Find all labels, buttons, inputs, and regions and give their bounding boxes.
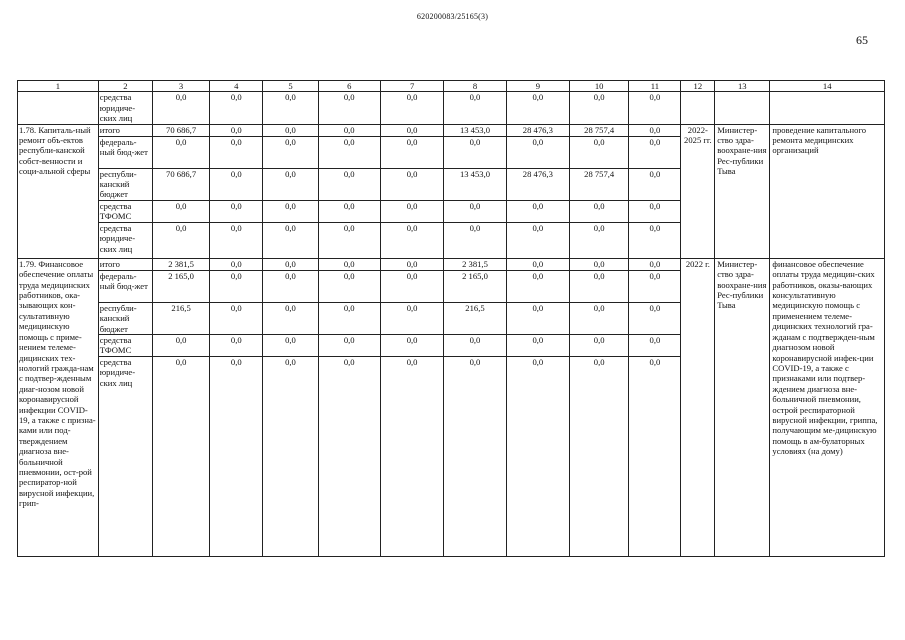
value-cell: 0,0 [152,357,209,557]
column-header: 1 [18,81,99,92]
column-header: 8 [444,81,506,92]
period-cell: 2022-2025 гг. [681,124,715,258]
value-cell: 0,0 [629,335,681,357]
value-cell: 0,0 [444,335,506,357]
value-cell: 0,0 [318,200,380,222]
value-cell: 13 453,0 [444,124,506,136]
value-cell: 0,0 [318,357,380,557]
column-header: 2 [98,81,152,92]
funding-source: средства ТФОМС [98,200,152,222]
value-cell: 2 165,0 [152,270,209,302]
funding-source: средства ТФОМС [98,335,152,357]
column-header: 5 [263,81,318,92]
value-cell: 0,0 [506,92,569,124]
value-cell: 0,0 [318,302,380,334]
value-cell: 0,0 [210,136,263,168]
value-cell: 0,0 [444,200,506,222]
funding-source: итого [98,258,152,270]
value-cell: 0,0 [629,92,681,124]
value-cell: 2 165,0 [444,270,506,302]
column-header: 14 [770,81,885,92]
column-header: 13 [715,81,770,92]
value-cell: 0,0 [570,92,629,124]
value-cell: 70 686,7 [152,168,209,200]
value-cell: 0,0 [380,357,443,557]
value-cell: 0,0 [318,335,380,357]
column-header: 6 [318,81,380,92]
value-cell: 0,0 [263,124,318,136]
value-cell: 0,0 [506,222,569,258]
result-cell: проведение капитального ремонта медицинских организаций [770,124,885,258]
value-cell: 0,0 [629,200,681,222]
value-cell: 0,0 [506,258,569,270]
value-cell: 0,0 [629,302,681,334]
value-cell: 0,0 [506,335,569,357]
column-header: 10 [570,81,629,92]
value-cell: 0,0 [380,302,443,334]
executor-cell: Министер-ство здра-воохране-ния Рес-публики Тыва [715,124,770,258]
empty-cell [18,92,99,124]
value-cell: 0,0 [318,258,380,270]
value-cell: 0,0 [152,92,209,124]
value-cell: 0,0 [210,357,263,557]
value-cell: 0,0 [263,200,318,222]
value-cell: 0,0 [444,357,506,557]
value-cell: 0,0 [380,200,443,222]
value-cell: 0,0 [210,222,263,258]
value-cell: 0,0 [506,270,569,302]
value-cell: 28 757,4 [570,168,629,200]
table-row [18,92,885,124]
page-number: 65 [856,33,868,47]
column-header: 12 [681,81,715,92]
value-cell: 0,0 [380,258,443,270]
value-cell: 0,0 [263,357,318,557]
value-cell: 0,0 [263,258,318,270]
value-cell: 0,0 [152,136,209,168]
value-cell: 0,0 [444,222,506,258]
value-cell: 0,0 [629,357,681,557]
executor-cell: Министер-ство здра-воохране-ния Рес-публики Тыва [715,258,770,556]
value-cell: 0,0 [629,124,681,136]
period-cell: 2022 г. [681,258,715,556]
value-cell: 0,0 [210,270,263,302]
value-cell: 0,0 [570,222,629,258]
value-cell: 2 381,5 [152,258,209,270]
column-header: 11 [629,81,681,92]
value-cell: 0,0 [444,92,506,124]
value-cell: 0,0 [210,302,263,334]
document-id: 620200083/25165(3) [416,12,489,21]
value-cell: 216,5 [152,302,209,334]
column-header: 9 [506,81,569,92]
value-cell: 0,0 [263,270,318,302]
value-cell: 0,0 [444,136,506,168]
value-cell: 28 476,3 [506,124,569,136]
table-row [18,258,885,270]
value-cell: 0,0 [380,136,443,168]
value-cell: 0,0 [318,92,380,124]
value-cell: 0,0 [210,335,263,357]
column-header: 4 [210,81,263,92]
value-cell: 216,5 [444,302,506,334]
funding-source: федераль-ный бюд-жет [98,136,152,168]
value-cell: 0,0 [629,270,681,302]
value-cell: 0,0 [570,258,629,270]
value-cell: 0,0 [570,200,629,222]
funding-source: средства юридиче-ских лиц [98,92,152,124]
value-cell: 0,0 [263,92,318,124]
value-cell: 0,0 [210,168,263,200]
value-cell: 0,0 [380,335,443,357]
value-cell: 0,0 [380,270,443,302]
measure-name: 1.79. Финансовое обеспечение оплаты труда медицинских работников, ока-зывающих кон-сультативную медицинскую помощь с приме-нением телеме-дицинских тех-нологий гражда-нам с подтвер-жденным диаг-нозом новой коронавирусной инфекции COVID-19, а также с призна-ками или под-тверждением диагноза вне-больничной пневмонии, ост-рой респиратор-ной вирусной инфекции, грип- [18,258,99,556]
column-number-row [18,81,885,92]
value-cell: 0,0 [629,136,681,168]
funding-source: средства юридиче-ских лиц [98,357,152,557]
value-cell: 0,0 [506,357,569,557]
value-cell: 0,0 [152,200,209,222]
value-cell: 0,0 [570,302,629,334]
funding-source: средства юридиче-ских лиц [98,222,152,258]
value-cell: 0,0 [570,357,629,557]
column-header: 7 [380,81,443,92]
budget-table [17,80,885,557]
value-cell: 0,0 [318,222,380,258]
value-cell: 0,0 [570,335,629,357]
value-cell: 28 476,3 [506,168,569,200]
funding-source: республи-канский бюджет [98,302,152,334]
value-cell: 13 453,0 [444,168,506,200]
value-cell: 0,0 [629,222,681,258]
value-cell: 0,0 [506,200,569,222]
value-cell: 0,0 [210,124,263,136]
value-cell: 0,0 [629,258,681,270]
value-cell: 0,0 [506,302,569,334]
value-cell: 0,0 [570,136,629,168]
value-cell: 0,0 [380,92,443,124]
value-cell: 0,0 [210,92,263,124]
value-cell: 0,0 [263,335,318,357]
value-cell: 28 757,4 [570,124,629,136]
value-cell: 0,0 [263,168,318,200]
value-cell: 0,0 [318,168,380,200]
value-cell: 0,0 [210,258,263,270]
measure-name: 1.78. Капиталь-ный ремонт объ-ектов республи-канской собст-венности и соци-альной сферы [18,124,99,258]
value-cell: 0,0 [380,124,443,136]
value-cell: 0,0 [263,222,318,258]
value-cell: 0,0 [152,335,209,357]
table-row [18,124,885,136]
result-cell: финансовое обеспечение оплаты труда медицин-ских работников, оказы-вающих консультативную медицинскую помощь с применением телеме-дицинских технологий гра-жданам с подтвержден-ным диагнозом новой коронавирусной инфек-ции COVID-19, а также с признаками или подтвер-ждением диагноза вне-больничной пневмонии, острой респираторной вирусной инфекции, гриппа, получающим ме-дицинскую помощь в ам-булаторных условиях (на дому) [770,258,885,556]
column-header: 3 [152,81,209,92]
value-cell: 0,0 [210,200,263,222]
empty-cell [715,92,770,124]
funding-source: итого [98,124,152,136]
value-cell: 2 381,5 [444,258,506,270]
funding-source: федераль-ный бюд-жет [98,270,152,302]
value-cell: 0,0 [380,222,443,258]
empty-cell [770,92,885,124]
value-cell: 0,0 [629,168,681,200]
value-cell: 0,0 [263,302,318,334]
value-cell: 0,0 [318,124,380,136]
value-cell: 0,0 [263,136,318,168]
value-cell: 0,0 [506,136,569,168]
empty-cell [681,92,715,124]
value-cell: 0,0 [318,136,380,168]
value-cell: 0,0 [570,270,629,302]
value-cell: 0,0 [318,270,380,302]
funding-source: республи-канский бюджет [98,168,152,200]
value-cell: 0,0 [152,222,209,258]
value-cell: 70 686,7 [152,124,209,136]
value-cell: 0,0 [380,168,443,200]
